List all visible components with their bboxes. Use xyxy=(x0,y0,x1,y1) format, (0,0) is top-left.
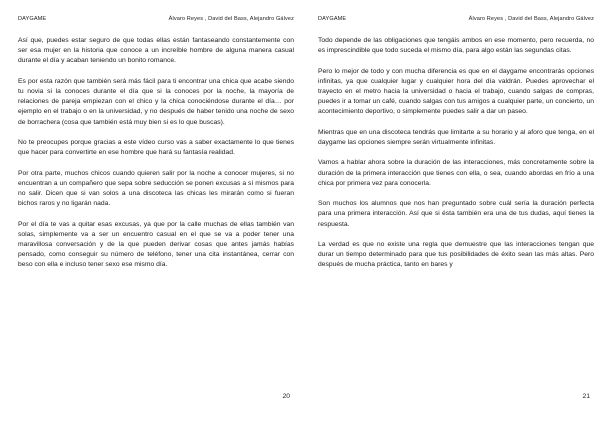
left-page xyxy=(18,0,294,425)
book-title: DAYGAME xyxy=(18,16,47,22)
paragraph: Pero lo mejor de todo y con mucha diferencia es que en el daygame encontrarás opciones infinitas, ya que cualquier lugar y cualquier hora del día valdrán. Puedes aprovechar el trayecto en el metro hacia la universidad o hacia el trabajo, cuando salgas de compras, puedes ir a tomar un café, cuando salgas con tus amigos a cualquier parte, un concierto, un acontecimiento deportivo, o simplemente puedes salir a dar un paseo. xyxy=(318,67,594,116)
paragraph: La verdad es que no existe una regla que demuestre que las interacciones tengan que durar un tiempo determinado para que tus posibilidades de éxito sean las más altas. Pero después de mucha práctica, tanto en bares y xyxy=(318,240,594,269)
paragraph: Por el día te vas a quitar esas excusas, ya que por la calle muchas de ellas también van solas, simplemente va a ser un encuentro casual en el que se va a poder tener una maravillosa conversación y de la que pueden derivar cosas que antes jamás habías pensado, como conseguir su número de teléfono, tener una cita instantánea, cerrar con beso con ella e incluso tener sexo ese mismo día. xyxy=(18,220,294,269)
paragraph: Son muchos los alumnos que nos han preguntado sobre cuál sería la duración perfecta para una primera interacción. Así que si ésta también era una de tus dudas, aquí tienes la respuesta. xyxy=(318,200,594,228)
right-page xyxy=(318,0,594,425)
paragraph: No te preocupes porque gracias a este vídeo curso vas a saber exactamente lo que tienes que hacer para convertirte en ese hombre que hará su fantasía realidad. xyxy=(18,139,294,157)
page-number: 20 xyxy=(282,393,290,400)
paragraph: Vamos a hablar ahora sobre la duración de las interacciones, más concretamente sobre la duración de la primera interacción que tienes con ella, o sea, cuando abordas en frío a una chica por primera vez para conocerla. xyxy=(318,159,594,187)
paragraph: Es por esta razón que también será más fácil para ti encontrar una chica que acabe siendo tu novia si la conoces durante el día que si la conoces por la noche, la mayoría de relaciones de pareja empiezan con el chico y la chica conociéndose durante el día… por ejemplo en el trabajo o en la universidad, y no después de haber tenido una noche de sexo de borrachera (cosa que también está muy bien si es lo que buscas). xyxy=(18,77,294,126)
authors: Álvaro Reyes , David del Bass, Alejandro Gálvez xyxy=(168,16,294,22)
paragraph: Todo depende de las obligaciones que tengáis ambos en ese momento, pero recuerda, no es imprescindible que todo suceda el mismo día, para algo están las segundas citas. xyxy=(318,37,594,55)
page-body xyxy=(318,36,594,281)
book-title: DAYGAME xyxy=(318,16,347,22)
page-number: 21 xyxy=(582,393,590,400)
page-body xyxy=(18,36,294,281)
authors: Álvaro Reyes , David del Bass, Alejandro Gálvez xyxy=(468,16,594,22)
paragraph: Así que, puedes estar seguro de que todas ellas están fantaseando constantemente con ser esa mujer en la historia que conoce a un increíble hombre de alguna manera casual durante el día y acaban teniendo un bonito romance. xyxy=(18,37,294,65)
paragraph: Por otra parte, muchos chicos cuando quieren salir por la noche a conocer mujeres, si no encuentran a un compañero que sepa sobre seducción se ponen excusas a sí mismos para no salir. Dicen que si van solos a una discoteca las chicas les mirarán como si fueran bichos raros y no ligarán nada. xyxy=(18,169,294,208)
paragraph: Mientras que en una discoteca tendrás que limitarte a su horario y al aforo que tenga, en el daygame las opciones siempre serán virtualmente infinitas. xyxy=(318,128,594,146)
